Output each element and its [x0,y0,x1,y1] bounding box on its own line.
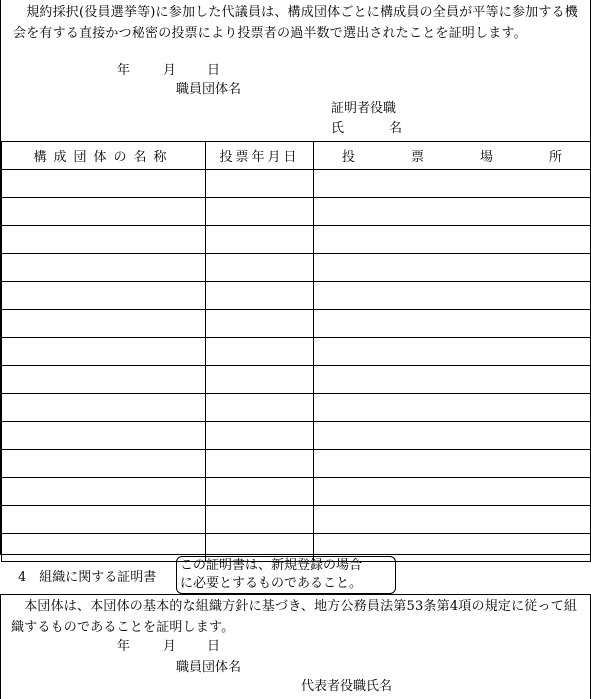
date-month-label: 月 [163,639,177,654]
vote-date-cell[interactable] [206,198,314,226]
table-row [2,170,591,198]
voting-table [1,141,591,562]
date-day-label: 日 [207,63,221,78]
date-year-label: 年 [117,639,131,654]
note-line-1: この証明書は、新規登録の場合 [180,558,363,573]
note-line-2: に必要とするものであること。 [180,576,363,591]
date-year-label: 年 [117,63,131,78]
section-4-heading: 4 組織に関する証明書 [18,570,157,585]
org-name-cell[interactable] [2,422,206,450]
vote-date-cell[interactable] [206,226,314,254]
certifier-title-label: 証明者役職 [331,101,397,116]
org-name-cell[interactable] [2,226,206,254]
vote-date-cell[interactable] [206,394,314,422]
table-header-row [2,142,591,170]
org-name-cell[interactable] [2,198,206,226]
vote-place-cell[interactable] [314,226,591,254]
org-name-cell[interactable] [2,282,206,310]
organization-certificate-box [0,594,591,699]
vote-date-cell[interactable] [206,310,314,338]
date-day-label: 日 [207,639,221,654]
certifier-name-label-1: 氏 [331,121,345,136]
vote-place-cell[interactable] [314,422,591,450]
representative-label: 代表者役職氏名 [301,679,393,694]
header-vote-place-char: 投 [342,150,356,165]
org-name-cell[interactable] [2,506,206,534]
org-name-cell[interactable] [2,534,206,562]
vote-date-cell[interactable] [206,282,314,310]
header-vote-place-char: 票 [410,150,424,165]
date-month-label: 月 [163,63,177,78]
certifier-name-label-2: 名 [389,121,403,136]
vote-place-cell[interactable] [314,198,591,226]
org-name-cell[interactable] [2,366,206,394]
org-name-cell[interactable] [2,450,206,478]
org-name-cell[interactable] [2,394,206,422]
table-row [2,450,591,478]
vote-place-cell[interactable] [314,394,591,422]
vote-place-cell[interactable] [314,478,591,506]
vote-date-cell[interactable] [206,450,314,478]
table-row [2,198,591,226]
vote-place-cell[interactable] [314,310,591,338]
table-row [2,506,591,534]
vote-place-cell[interactable] [314,450,591,478]
header-org-name: 構成団体の名称 [2,142,206,170]
vote-date-cell[interactable] [206,366,314,394]
vote-place-cell[interactable] [314,366,591,394]
header-vote-date: 投票年月日 [206,142,314,170]
org-name-cell[interactable] [2,170,206,198]
organization-certificate-text: 本団体は、本団体の基本的な組織方針に基づき、地方公務員法第53条第4項の規定に従って組織するものであることを証明します。 [11,599,578,635]
org-name-label: 職員団体名 [176,82,242,97]
vote-place-cell[interactable] [314,254,591,282]
table-row [2,310,591,338]
org-name-cell[interactable] [2,310,206,338]
vote-date-cell[interactable] [206,254,314,282]
vote-date-cell[interactable] [206,478,314,506]
table-row [2,282,591,310]
table-row [2,478,591,506]
vote-date-cell[interactable] [206,422,314,450]
table-row [2,338,591,366]
table-row [2,422,591,450]
org-name-label: 職員団体名 [176,660,242,675]
table-row [2,394,591,422]
org-name-cell[interactable] [2,478,206,506]
representative-certificate-text: 規約採択(役員選挙等)に参加した代議員は、構成団体ごとに構成員の全員が平等に参加する機会を有する直接かつ秘密の投票により投票者の過半数で選出されたことを証明します。 [13,5,578,41]
vote-place-cell[interactable] [314,506,591,534]
vote-place-cell[interactable] [314,282,591,310]
header-vote-place-char: 場 [479,150,493,165]
org-name-cell[interactable] [2,338,206,366]
registration-note-box [176,556,396,594]
vote-date-cell[interactable] [206,506,314,534]
table-row [2,366,591,394]
header-vote-place [314,142,591,170]
vote-date-cell[interactable] [206,170,314,198]
vote-place-cell[interactable] [314,170,591,198]
vote-date-cell[interactable] [206,338,314,366]
header-vote-place-char: 所 [548,150,562,165]
org-name-cell[interactable] [2,254,206,282]
vote-place-cell[interactable] [314,338,591,366]
table-row [2,254,591,282]
table-row [2,226,591,254]
